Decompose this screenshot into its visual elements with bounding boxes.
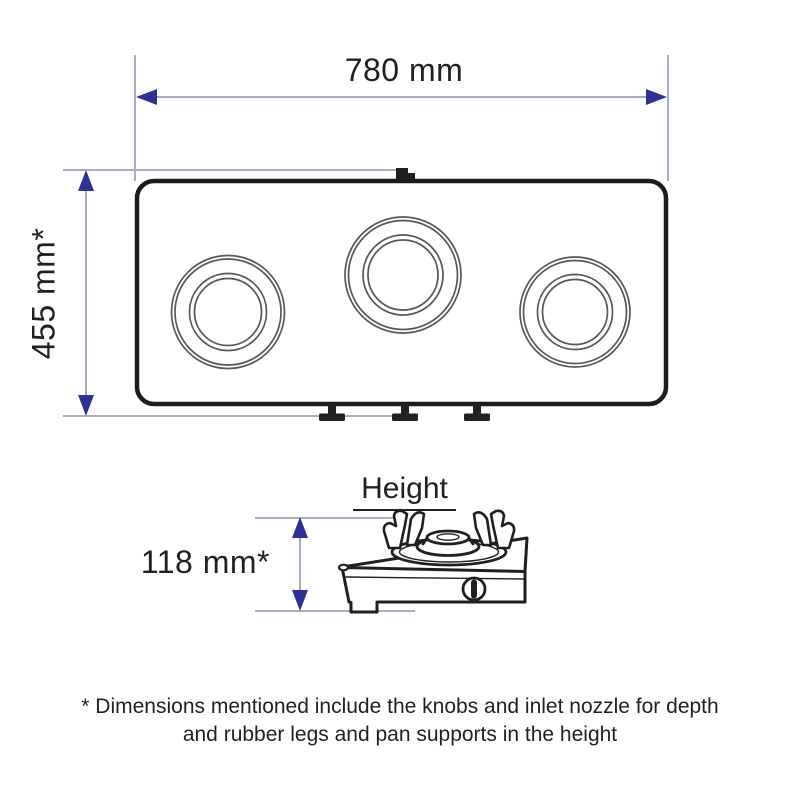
depth-dimension-line: [85, 186, 87, 402]
footnote-line-2: and rubber legs and pan supports in the height: [182, 722, 618, 746]
height-arrowhead-up-icon: [292, 517, 308, 538]
stove-side-view: [333, 503, 551, 621]
burner-cap: [417, 531, 479, 556]
arrowhead-left-icon: [136, 89, 157, 105]
arrowhead-down-icon: [78, 395, 94, 416]
stove-corner-tip: [339, 565, 348, 571]
arrowhead-right-icon: [646, 89, 667, 105]
height-section-title: Height: [322, 472, 487, 511]
cooktop-top-view: [130, 158, 678, 426]
height-dimension-line: [299, 532, 301, 596]
control-knob-tabs: [319, 404, 490, 421]
control-knob-tab: [319, 404, 345, 421]
height-arrowhead-down-icon: [292, 590, 308, 611]
footnote: [0, 693, 800, 748]
cooktop-body: [137, 181, 666, 404]
footnote-line-1: * Dimensions mentioned include the knobs and inlet nozzle for depth: [81, 695, 719, 718]
arrowhead-up-icon: [78, 170, 94, 191]
depth-dimension-label: 455 mm*: [25, 227, 62, 359]
control-knob: [463, 578, 485, 600]
control-knob-tab: [464, 404, 490, 421]
width-dimension-label: 780 mm: [344, 52, 464, 88]
control-knob-tab: [392, 404, 418, 421]
height-dimension-label: 118 mm*: [140, 544, 270, 580]
width-dimension-line: [152, 96, 650, 98]
